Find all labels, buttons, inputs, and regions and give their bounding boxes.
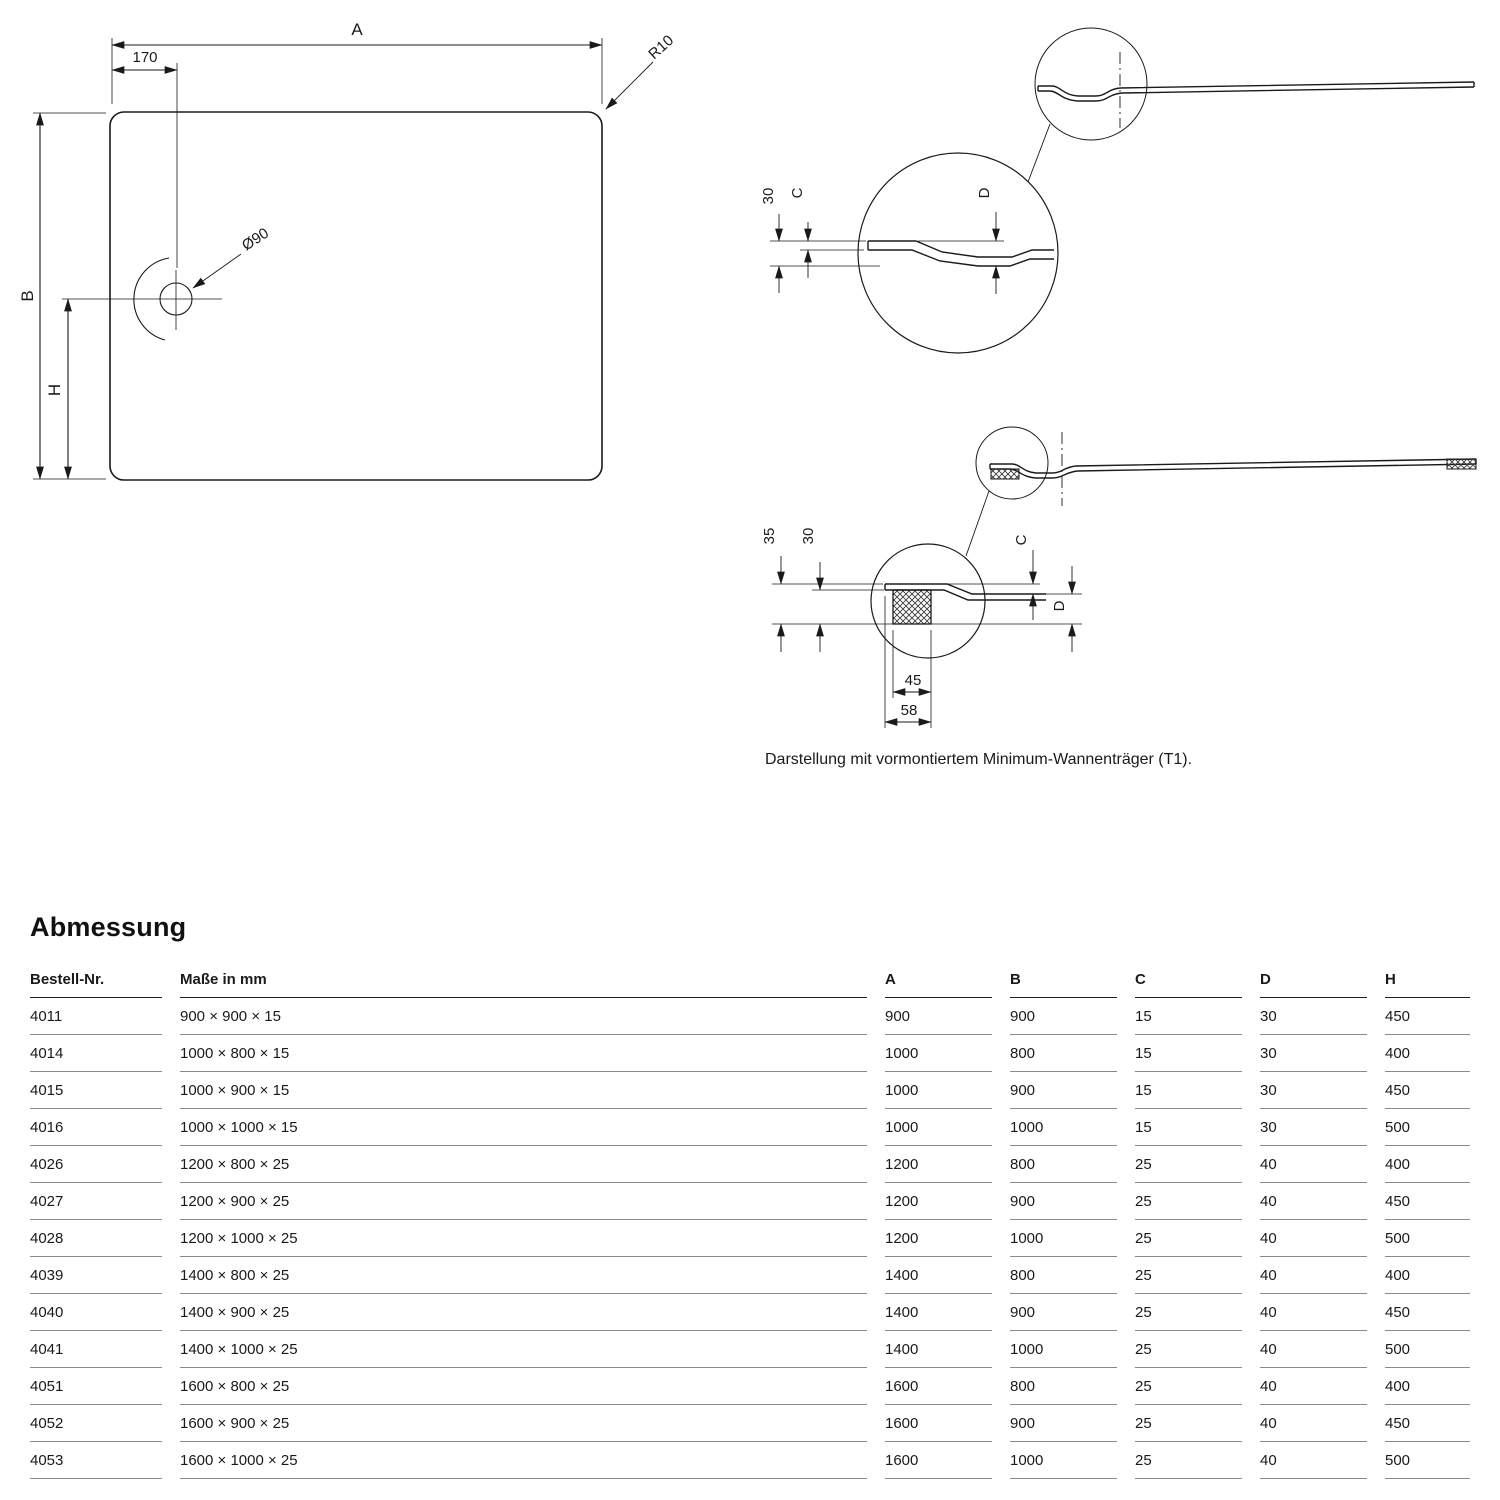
table-header-cell: A <box>885 971 992 998</box>
table-header-cell: B <box>1010 971 1117 998</box>
table-cell: 1000 × 800 × 15 <box>180 1035 867 1072</box>
plan-view <box>18 20 677 480</box>
table-header-cell: C <box>1135 971 1242 998</box>
table-header-cell: Bestell-Nr. <box>30 971 162 998</box>
table-cell: 4052 <box>30 1405 162 1442</box>
table-cell: 1000 <box>885 1109 992 1146</box>
table-cell: 25 <box>1135 1368 1242 1405</box>
dimension-offset-170 <box>112 49 177 268</box>
table-cell: 900 <box>1010 998 1117 1035</box>
table-cell: 900 <box>885 998 992 1035</box>
table-cell: 800 <box>1010 1368 1117 1405</box>
table-cell: 1400 × 1000 × 25 <box>180 1331 867 1368</box>
table-cell: 1600 × 1000 × 25 <box>180 1442 867 1479</box>
dim-a-label: A <box>351 20 363 39</box>
table-cell: 1600 × 800 × 25 <box>180 1368 867 1405</box>
table-cell: 40 <box>1260 1442 1367 1479</box>
wannentraeger-block <box>893 590 931 624</box>
table-cell: 4026 <box>30 1146 162 1183</box>
table-cell: 800 <box>1010 1257 1117 1294</box>
table-cell: 1400 × 900 × 25 <box>180 1294 867 1331</box>
table-cell: 900 <box>1010 1405 1117 1442</box>
section-caption: Darstellung mit vormontiertem Minimum-Wannenträger (T1). <box>765 751 1193 768</box>
lower-dim-58-label: 58 <box>900 702 918 719</box>
upper-dim-d-label: D <box>976 187 993 199</box>
table-cell: 1200 <box>885 1146 992 1183</box>
table-cell: 1000 <box>885 1035 992 1072</box>
dimension-h <box>45 299 68 479</box>
table-cell: 1400 <box>885 1294 992 1331</box>
table-cell: 25 <box>1135 1294 1242 1331</box>
table-cell: 15 <box>1135 1072 1242 1109</box>
table-cell: 1000 × 900 × 15 <box>180 1072 867 1109</box>
dimension-a <box>112 20 602 104</box>
section-view-upper <box>760 28 1474 353</box>
table-cell: 1600 × 900 × 25 <box>180 1405 867 1442</box>
table-cell: 1400 × 800 × 25 <box>180 1257 867 1294</box>
support-block-left <box>991 469 1019 479</box>
table-cell: 1200 <box>885 1220 992 1257</box>
upper-dim-30-label: 30 <box>760 187 777 205</box>
dim-b-label: B <box>18 290 37 302</box>
support-block-right <box>1447 459 1476 469</box>
table-cell: 1200 × 1000 × 25 <box>180 1220 867 1257</box>
table-cell: 4051 <box>30 1368 162 1405</box>
dimensions-section <box>30 912 1470 1479</box>
table-cell: 4016 <box>30 1109 162 1146</box>
table-cell: 1400 <box>885 1331 992 1368</box>
table-cell: 25 <box>1135 1442 1242 1479</box>
table-cell: 800 <box>1010 1035 1117 1072</box>
table-cell: 1000 <box>1010 1220 1117 1257</box>
table-cell: 900 <box>1010 1183 1117 1220</box>
table-cell: 25 <box>1135 1331 1242 1368</box>
table-cell: 30 <box>1260 1072 1367 1109</box>
table-cell: 15 <box>1135 1109 1242 1146</box>
lower-dim-c-label: C <box>1013 534 1030 546</box>
table-cell: 40 <box>1260 1257 1367 1294</box>
detail-circle-upper <box>858 153 1058 353</box>
table-cell: 500 <box>1385 1109 1470 1146</box>
dimension-b <box>18 113 106 479</box>
table-cell: 40 <box>1260 1294 1367 1331</box>
table-cell: 4011 <box>30 998 162 1035</box>
table-cell: 15 <box>1135 1035 1242 1072</box>
table-cell: 4015 <box>30 1072 162 1109</box>
table-header-cell: Maße in mm <box>180 971 867 998</box>
detail-indicator-upper <box>1035 28 1147 140</box>
lower-dim-45-label: 45 <box>904 672 922 689</box>
table-cell: 40 <box>1260 1368 1367 1405</box>
table-cell: 1000 <box>1010 1109 1117 1146</box>
table-cell: 1200 <box>885 1183 992 1220</box>
table-cell: 25 <box>1135 1405 1242 1442</box>
table-cell: 1000 <box>1010 1331 1117 1368</box>
table-cell: 500 <box>1385 1220 1470 1257</box>
table-cell: 15 <box>1135 998 1242 1035</box>
table-cell: 4027 <box>30 1183 162 1220</box>
table-cell: 4053 <box>30 1442 162 1479</box>
detail-indicator-lower <box>976 427 1048 499</box>
table-cell: 40 <box>1260 1331 1367 1368</box>
table-cell: 500 <box>1385 1442 1470 1479</box>
table-cell: 4040 <box>30 1294 162 1331</box>
table-cell: 40 <box>1260 1183 1367 1220</box>
table-cell: 4041 <box>30 1331 162 1368</box>
table-cell: 450 <box>1385 1183 1470 1220</box>
table-cell: 25 <box>1135 1146 1242 1183</box>
table-cell: 450 <box>1385 998 1470 1035</box>
table-cell: 40 <box>1260 1220 1367 1257</box>
drain <box>62 225 272 340</box>
table-cell: 400 <box>1385 1257 1470 1294</box>
drain-diameter-label: Ø90 <box>238 224 272 255</box>
table-cell: 4039 <box>30 1257 162 1294</box>
lower-dim-35-label: 35 <box>761 527 778 545</box>
table-cell: 500 <box>1385 1331 1470 1368</box>
table-cell: 1600 <box>885 1368 992 1405</box>
table-cell: 1200 × 900 × 25 <box>180 1183 867 1220</box>
table-cell: 450 <box>1385 1294 1470 1331</box>
upper-dim-c-label: C <box>789 187 806 199</box>
table-cell: 900 <box>1010 1294 1117 1331</box>
table-cell: 1000 × 1000 × 15 <box>180 1109 867 1146</box>
table-cell: 400 <box>1385 1368 1470 1405</box>
corner-radius <box>606 32 677 109</box>
table-cell: 25 <box>1135 1220 1242 1257</box>
table-cell: 4028 <box>30 1220 162 1257</box>
table-cell: 450 <box>1385 1072 1470 1109</box>
table-title: Abmessung <box>30 912 187 942</box>
table-cell: 800 <box>1010 1146 1117 1183</box>
tray-outline <box>110 112 602 480</box>
table-cell: 25 <box>1135 1257 1242 1294</box>
table-cell: 1000 <box>1010 1442 1117 1479</box>
table-cell: 900 <box>1010 1072 1117 1109</box>
table-cell: 4014 <box>30 1035 162 1072</box>
section-view-lower <box>761 427 1476 728</box>
table-cell: 25 <box>1135 1183 1242 1220</box>
table-cell: 1400 <box>885 1257 992 1294</box>
table-cell: 30 <box>1260 1035 1367 1072</box>
dimensions-table <box>30 971 1470 1479</box>
table-cell: 30 <box>1260 1109 1367 1146</box>
table-cell: 1200 × 800 × 25 <box>180 1146 867 1183</box>
table-cell: 400 <box>1385 1146 1470 1183</box>
table-header-cell: D <box>1260 971 1367 998</box>
table-cell: 40 <box>1260 1146 1367 1183</box>
table-cell: 900 × 900 × 15 <box>180 998 867 1035</box>
lower-dim-30-label: 30 <box>800 527 817 545</box>
table-cell: 1600 <box>885 1405 992 1442</box>
table-cell: 40 <box>1260 1405 1367 1442</box>
table-cell: 30 <box>1260 998 1367 1035</box>
table-cell: 1000 <box>885 1072 992 1109</box>
table-cell: 1600 <box>885 1442 992 1479</box>
radius-label: R10 <box>645 31 678 63</box>
dim-170-label: 170 <box>132 49 158 66</box>
lower-dim-d-label: D <box>1051 600 1068 612</box>
dim-h-label: H <box>45 383 64 397</box>
table-cell: 450 <box>1385 1405 1470 1442</box>
table-header-cell: H <box>1385 971 1470 998</box>
table-cell: 400 <box>1385 1035 1470 1072</box>
